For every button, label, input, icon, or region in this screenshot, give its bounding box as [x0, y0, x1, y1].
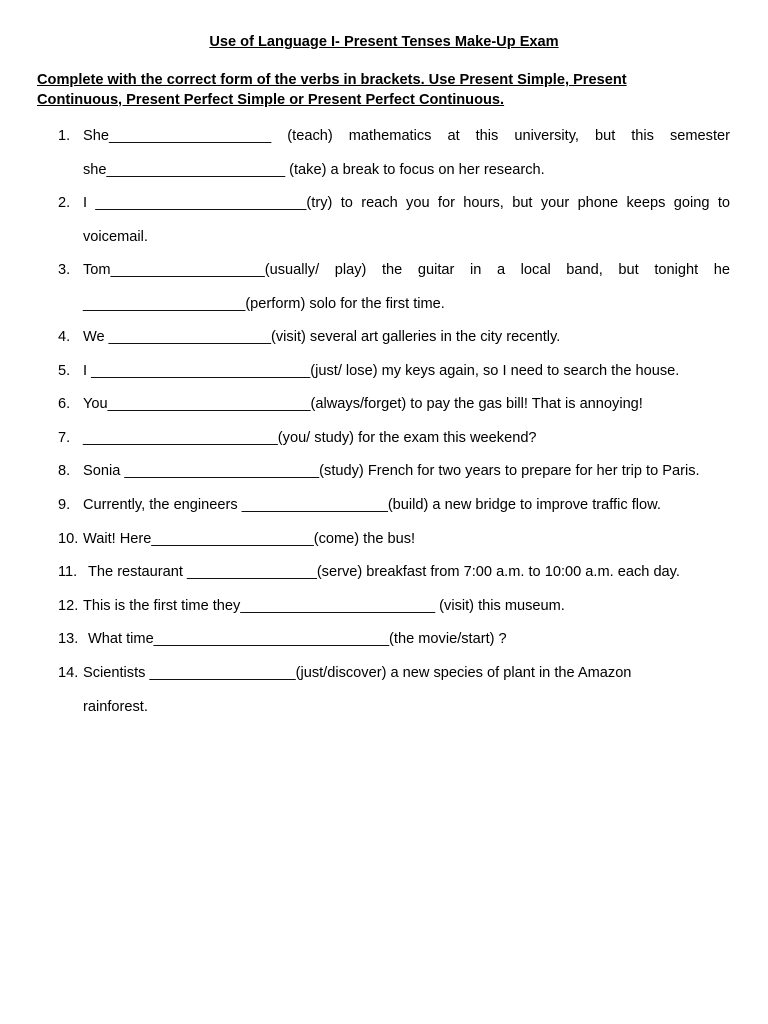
question-number: 11. [58, 564, 78, 580]
question-text: I __________________________(try) to reach you for hours, but your phone keeps going to voicemail. [83, 195, 730, 245]
question-number: 10. [58, 531, 79, 547]
question-text: Sonia ________________________(study) French for two years to prepare for her trip to Paris. [83, 463, 700, 479]
question-number: 7. [58, 430, 71, 446]
question-5 [58, 355, 730, 389]
question-13 [58, 623, 730, 657]
question-9 [58, 489, 730, 523]
question-text: Wait! Here____________________(come) the bus! [83, 531, 416, 547]
question-text: Currently, the engineers __________________(build) a new bridge to improve traffic flow. [83, 497, 661, 513]
question-text: Scientists __________________(just/discover) a new species of plant in the Amazon rainforest. [83, 665, 632, 715]
question-text: This is the first time they________________________ (visit) this museum. [83, 598, 565, 614]
question-number: 3. [58, 262, 71, 278]
question-text: She____________________ (teach) mathematics at this university, but this semester she______________________ (take) a break to focus on her research. [83, 128, 730, 178]
question-10 [58, 523, 730, 557]
question-number: 4. [58, 329, 71, 345]
question-number: 9. [58, 497, 71, 513]
question-text: ________________________(you/ study) for the exam this weekend? [83, 430, 537, 446]
question-number: 2. [58, 195, 71, 211]
question-1 [58, 120, 730, 187]
question-6 [58, 388, 730, 422]
question-number: 12. [58, 598, 79, 614]
exam-title: Use of Language I- Present Tenses Make-Up Exam [209, 34, 559, 50]
question-7 [58, 422, 730, 456]
question-number: 8. [58, 463, 71, 479]
question-number: 14. [58, 665, 79, 681]
question-number: 13. [58, 631, 79, 647]
question-number: 1. [58, 128, 71, 144]
question-text: Tom___________________(usually/ play) the guitar in a local band, but tonight he ____________________(perform) solo for the first time. [83, 262, 730, 312]
question-2 [58, 187, 730, 254]
question-text: We ____________________(visit) several art galleries in the city recently. [83, 329, 561, 345]
question-11 [58, 556, 730, 590]
question-14 [58, 657, 688, 724]
question-text: The restaurant ________________(serve) breakfast from 7:00 a.m. to 10:00 a.m. each day. [88, 564, 680, 580]
question-text: What time_____________________________(the movie/start) ? [88, 631, 507, 647]
question-text: You_________________________(always/forget) to pay the gas bill! That is annoying! [83, 396, 643, 412]
question-text: I ___________________________(just/ lose) my keys again, so I need to search the house. [83, 363, 680, 379]
question-number: 6. [58, 396, 71, 412]
question-12 [58, 590, 730, 624]
instructions: Complete with the correct form of the verbs in brackets. Use Present Simple, Present Continuous, Present Perfect Simple or Present Perfect Continuous. [37, 72, 627, 108]
question-number: 5. [58, 363, 71, 379]
question-3 [58, 254, 730, 321]
question-4 [58, 321, 730, 355]
question-8 [58, 455, 730, 489]
